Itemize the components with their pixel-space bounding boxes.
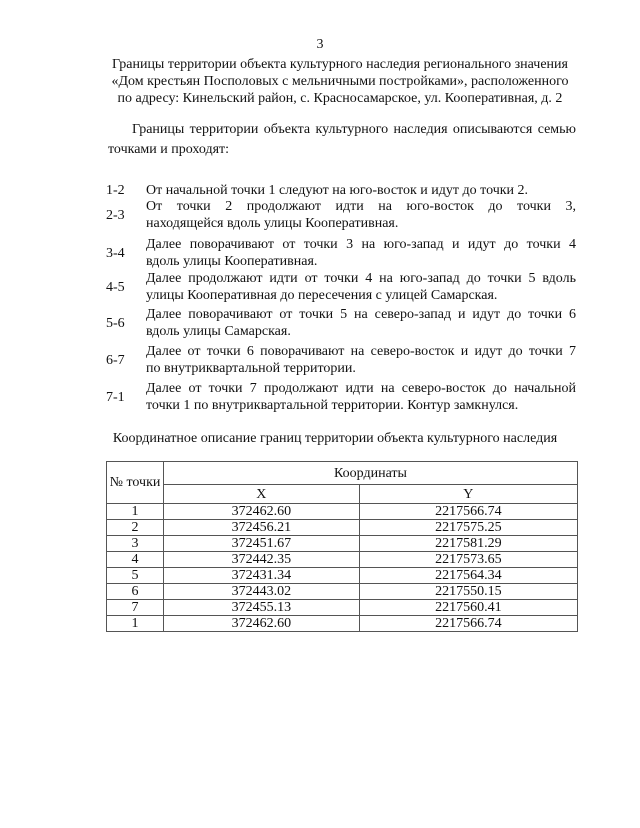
coordinates-table: [106, 461, 578, 632]
table-row: [107, 520, 578, 536]
segment-text: [146, 380, 576, 414]
segment-text-line-2: по внутриквартальной территории.: [146, 361, 356, 376]
header-point-number: № точки: [107, 462, 164, 504]
cell-x: 372455.13: [164, 600, 360, 616]
header-coordinates: Координаты: [164, 462, 578, 485]
cell-point: 2: [107, 520, 164, 536]
cell-y: 2217564.34: [359, 568, 577, 584]
table-row: [107, 600, 578, 616]
segment-id: 4-5: [106, 280, 125, 295]
segment-id: 3-4: [106, 246, 125, 261]
segment-text-line-1: Далее от точки 6 поворачивают на северо-восток и идут до точки 7: [146, 344, 576, 359]
segment-text: [146, 343, 576, 377]
intro-line-2: точками и проходят:: [108, 142, 230, 157]
table-caption: Координатное описание границ территории объекта культурного наследия: [112, 431, 558, 446]
title-line-1: Границы территории объекта культурного наследия регионального значения: [112, 57, 568, 72]
page-number: 3: [316, 37, 324, 52]
segment-id: 2-3: [106, 208, 125, 223]
table-row: [107, 536, 578, 552]
segment-text: [146, 182, 576, 199]
cell-y: 2217566.74: [359, 616, 577, 632]
segment-text-line-1: Далее от точки 7 продолжают идти на северо-восток до начальной: [146, 381, 576, 396]
cell-point: 7: [107, 600, 164, 616]
table-row: [107, 584, 578, 600]
title-line-2: «Дом крестьян Посполовых с мельничными постройками», расположенного: [111, 74, 569, 89]
cell-point: 1: [107, 504, 164, 520]
cell-y: 2217573.65: [359, 552, 577, 568]
segment-text-line-1: Далее поворачивают от точки 3 на юго-запад и идут до точки 4: [146, 237, 576, 252]
table-row: [107, 616, 578, 632]
cell-point: 4: [107, 552, 164, 568]
segment-id: 6-7: [106, 353, 125, 368]
table-row: [107, 504, 578, 520]
segment-text: [146, 198, 576, 232]
cell-y: 2217581.29: [359, 536, 577, 552]
segment-text-line-2: улицы Кооперативная до пересечения с улицей Самарская.: [146, 288, 498, 303]
segment-text-line-1: От точки 2 продолжают идти на юго-восток до точки 3,: [146, 199, 576, 214]
segment-text-line-1: Далее продолжают идти от точки 4 на юго-запад до точки 5 вдоль: [146, 271, 576, 286]
document-title: [60, 56, 620, 107]
segment-id: 7-1: [106, 390, 125, 405]
header-y: Y: [359, 485, 577, 504]
cell-x: 372456.21: [164, 520, 360, 536]
cell-x: 372451.67: [164, 536, 360, 552]
segment-id: 5-6: [106, 316, 125, 331]
intro-line-1: Границы территории объекта культурного наследия описываются семью: [132, 122, 576, 137]
cell-y: 2217575.25: [359, 520, 577, 536]
segment-text-line-2: вдоль улицы Самарская.: [146, 324, 291, 339]
segment-text: [146, 306, 576, 340]
segment-id: 1-2: [106, 183, 125, 198]
cell-x: 372431.34: [164, 568, 360, 584]
cell-x: 372443.02: [164, 584, 360, 600]
segment-text-line-2: вдоль улицы Кооперативная.: [146, 254, 318, 269]
segment-text-line-1: Далее поворачивают от точки 5 на северо-запад и идут до точки 6: [146, 307, 576, 322]
cell-x: 372462.60: [164, 504, 360, 520]
segment-text: [146, 270, 576, 304]
cell-x: 372462.60: [164, 616, 360, 632]
table-row: [107, 552, 578, 568]
segment-text: [146, 236, 576, 270]
cell-y: 2217566.74: [359, 504, 577, 520]
cell-y: 2217560.41: [359, 600, 577, 616]
table-row: [107, 568, 578, 584]
cell-point: 6: [107, 584, 164, 600]
segment-text-line-1: От начальной точки 1 следуют на юго-восток и идут до точки 2.: [146, 183, 529, 198]
cell-point: 5: [107, 568, 164, 584]
title-line-3: по адресу: Кинельский район, с. Красносамарское, ул. Кооперативная, д. 2: [117, 91, 563, 106]
header-x: X: [164, 485, 360, 504]
segment-text-line-2: точки 1 по внутриквартальной территории. Контур замкнулся.: [146, 398, 519, 413]
cell-x: 372442.35: [164, 552, 360, 568]
intro-paragraph: [108, 120, 576, 160]
cell-point: 3: [107, 536, 164, 552]
cell-y: 2217550.15: [359, 584, 577, 600]
cell-point: 1: [107, 616, 164, 632]
segment-text-line-2: находящейся вдоль улицы Кооперативная.: [146, 216, 399, 231]
